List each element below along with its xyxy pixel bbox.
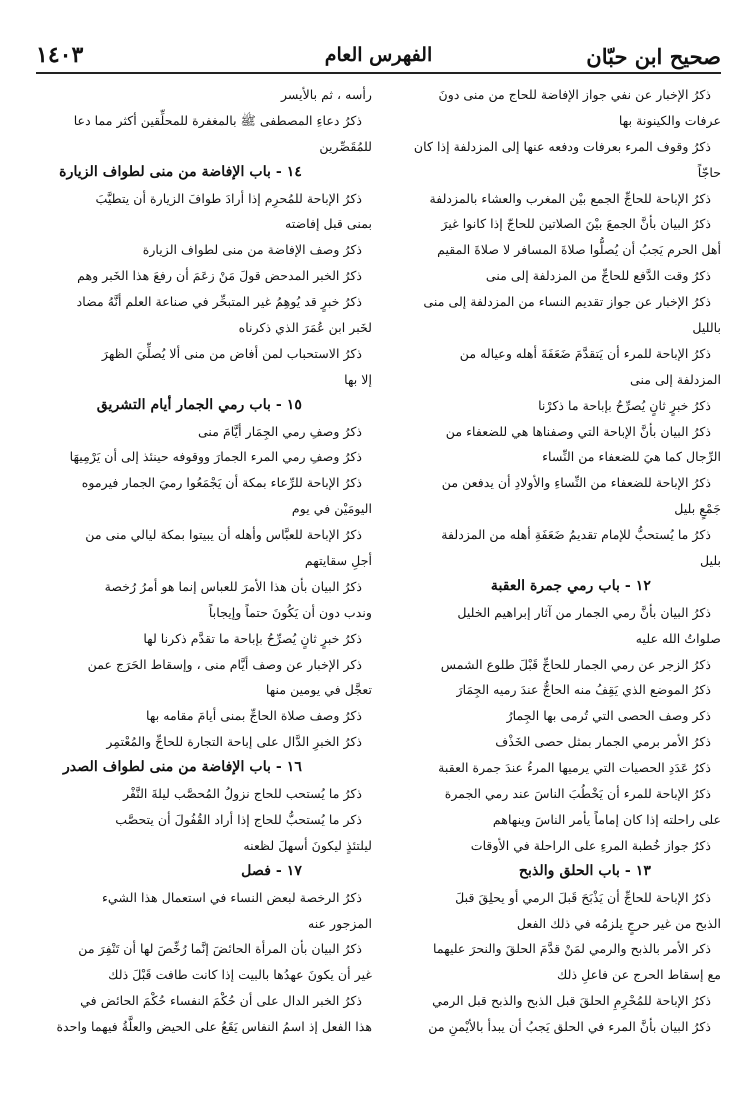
index-entry-line: [385, 703, 721, 729]
entry-text: حاجّاً: [697, 164, 721, 180]
entry-text: ١٦ - باب الإفاضة من منى لطواف الصدر: [62, 759, 302, 776]
entry-text: ذكرُ الخبر الدال على أن حُكْمَ النفساء حُكْمَ الحائض في: [80, 993, 362, 1009]
entry-text: هذا الفعل إذ اسمُ النفاس يَقَعُ على الحيض والعلَّةُ فيهما واحدة: [56, 1019, 372, 1035]
index-entry-line: [385, 988, 721, 1014]
entry-text: ذكرُ وقت الدَّفع للحاجِّ من المزدلفة إلى منى: [485, 268, 711, 284]
chapter-heading: [36, 755, 372, 781]
index-entry-line: [36, 626, 372, 652]
entry-text: إلا بها: [344, 371, 372, 387]
index-entry-line: [36, 781, 372, 807]
entry-text: ١٣ - باب الحلق والذبح: [518, 862, 651, 879]
entry-text: ذكرُ الإباحة للمرء أن يَتقدَّمَ ضَعَفَةَ أهله وعياله من: [459, 345, 711, 361]
index-entry-line: [385, 237, 721, 263]
entry-text: على راحلته إذا كان إماماً يأمر الناسَ وينهاهم: [492, 811, 721, 827]
index-entry-line: [36, 496, 372, 522]
index-entry-line: [385, 134, 721, 160]
index-entry-line: [385, 315, 721, 341]
index-entry-line: [385, 885, 721, 911]
header-rule: [36, 72, 721, 74]
index-entry-line: [385, 626, 721, 652]
entry-text: ذكرُ الإباحة للمرء أن يَخْطُبَ الناسَ عند رمي الجمرة: [444, 786, 711, 802]
book-title: صحيح ابن حبّان: [586, 44, 721, 69]
entry-text: جَمْعٍ بليل: [674, 501, 721, 517]
entry-text: ذكرُ الإباحة للمُحْرِمِ الحلقَ قبل الذبح والذبح قبل الرمي: [432, 993, 711, 1009]
index-entry-line: [36, 1014, 372, 1040]
entry-text: ذكرُ الموضع الذي يَقِفُ منه الحاجُّ عندَ رميه الجِمَارَ: [456, 682, 711, 698]
entry-text: الذبح من غير حرجٍ يلزمُه في ذلك الفعل: [516, 915, 721, 931]
index-entry-line: [385, 496, 721, 522]
entry-text: ذكرُ خبرٍ ثانٍ يُصرِّحُ بإباحة ما ذكرْنا: [538, 397, 711, 413]
index-entry-line: [385, 263, 721, 289]
index-entry-line: [385, 911, 721, 937]
entry-text: بالليل: [692, 320, 721, 336]
index-entry-line: [385, 82, 721, 108]
chapter-heading: [385, 859, 721, 885]
entry-text: ذكرُ خبرٍ ثانٍ يُصرِّحُ بإباحة ما تقدَّم ذكرنا لها: [143, 630, 362, 646]
entry-text: للمُقَصِّرين: [319, 138, 372, 154]
entry-text: ذكرُ الزجر عن رمي الجمار للحاجِّ قَبْلَ طلوع الشمس: [440, 656, 711, 672]
index-entry-line: [36, 833, 372, 859]
entry-text: ذكرُ الإخبار عن نفي جواز الإفاضة للحاج من منى دونَ: [438, 87, 711, 102]
index-entry-line: [36, 807, 372, 833]
entry-text: رأسه ، ثم بالأيسر: [280, 87, 372, 102]
entry-text: ذكرُ البيان بأنَّ رمي الجمار من آثار إبراهيم الخليل: [457, 604, 711, 620]
entry-text: ذكر وصف الحصى التي تُرمى بها الجِمارُ: [506, 708, 711, 724]
index-entry-line: [385, 522, 721, 548]
entry-text: ذكرُ الرخصة لبعض النساء في استعمال هذا الشيء: [101, 889, 362, 905]
entry-text: ذكر ما يُستحبُّ للحاج إذا أراد القُفُولَ أن يتحصَّب: [115, 811, 362, 827]
entry-text: صلواتُ الله عليه: [635, 630, 721, 646]
entry-text: ذكرُ خبرٍ قد يُوهِمُ غير المتبحِّر في صناعة العلم أنَّهُ مضاد: [76, 294, 362, 310]
index-entry-line: [385, 160, 721, 186]
index-entry-line: [36, 522, 372, 548]
entry-text: عرفات والكينونة بها: [618, 112, 721, 128]
entry-text: وندب دون أن يَكُونَ حتماً وإيجاباً: [208, 604, 372, 620]
index-entry-line: [36, 289, 372, 315]
index-entry-line: [385, 962, 721, 988]
entry-text: ذكرُ عَدَدِ الحصيات التي يرميها المرءُ عندَ جمرة العقبة: [438, 760, 711, 776]
index-entry-line: [385, 781, 721, 807]
index-entry-line: [36, 911, 372, 937]
index-entry-line: [36, 108, 372, 134]
entry-text: ذكرُ وقوف المرء بعرفات ودفعه عنها إلى المزدلفة إذا كان: [413, 138, 711, 154]
index-entry-line: [36, 82, 372, 108]
entry-text: المزجور عنه: [307, 915, 372, 931]
entry-text: تعجَّل في يومين منها: [265, 682, 372, 698]
index-entry-line: [385, 652, 721, 678]
index-entry-line: [36, 470, 372, 496]
entry-text: ليلتئذٍ ليكونَ أسهلَ لظعنه: [243, 837, 372, 853]
entry-text: بليل: [699, 553, 721, 569]
index-entry-line: [385, 341, 721, 367]
index-entry-line: [36, 962, 372, 988]
entry-text: غير أن يكونَ عهدُها بالبيت إذا كانت طافت قَبْلَ ذلك: [108, 967, 372, 983]
index-entry-line: [385, 211, 721, 237]
entry-text: ذكرُ البيان بأنَّ الجمعَ بيْنَ الصلاتين للحاجّ إذا كانوا غيرَ: [441, 216, 711, 232]
entry-text: بمنى قبل إفاضته: [284, 216, 372, 232]
index-entry-line: [385, 393, 721, 419]
entry-text: أهل الحرم يَجبُ أن يُصلُّوا صلاةَ المسافر لا صلاةَ المقيم: [437, 242, 721, 258]
index-entry-line: [36, 367, 372, 393]
index-entry-line: [385, 367, 721, 393]
entry-text: ذكر الأمر بالذبح والرمي لمَنْ قدَّمَ الحلقَ والنحرَ عليهما: [433, 941, 711, 957]
index-entry-line: [385, 548, 721, 574]
index-entry-line: [36, 341, 372, 367]
entry-text: ذكرُ الإباحة للضعفاء من النِّساءِ والأولادِ أن يدفعن من: [441, 475, 711, 491]
entry-text: ذكرُ وصف صلاة الحاجِّ بمنى أيامَ مقامه بها: [146, 708, 362, 724]
index-entry-line: [36, 885, 372, 911]
index-column-right: [385, 82, 721, 1092]
entry-text: ذكرُ البيان بأنَّ المرء في الحلق يَجبُ أن يبدأ بالأيْمنِ من: [428, 1019, 711, 1035]
entry-text: ذكرُ الإباحة للحاجِّ أن يَذْبَحَ قَبلَ الرمي أو يحلِقَ قبلَ: [455, 889, 711, 905]
entry-text: أجلِ سقايتهم: [304, 553, 372, 569]
index-entry-line: [36, 548, 372, 574]
index-entry-line: [385, 600, 721, 626]
index-entry-line: [385, 936, 721, 962]
index-entry-line: [36, 988, 372, 1014]
entry-text: ١٤ - باب الإفاضة من منى لطواف الزيارة: [59, 163, 302, 180]
entry-text: لخَبر ابن عُمَرَ الذي ذكرناه: [238, 320, 372, 336]
entry-text: ذكرُ البيان بأن المرأة الحائضَ إنَّما رُخِّصَ لها أن تَنْفِرَ من: [78, 941, 362, 957]
index-entry-line: [385, 755, 721, 781]
index-entry-line: [36, 729, 372, 755]
index-entry-line: [385, 807, 721, 833]
index-entry-line: [36, 703, 372, 729]
index-entry-line: [36, 444, 372, 470]
chapter-heading: [36, 859, 372, 885]
entry-text: ذكرُ الأمر برمي الجمار بمثل حصى الخَذْف: [495, 734, 711, 750]
entry-text: ذكرُ الإباحة للرِّعاء بمكة أن يَجْمَعُوا رميَ الجمار فيرموه: [81, 475, 362, 491]
index-entry-line: [36, 211, 372, 237]
index-entry-line: [385, 677, 721, 703]
index-entry-line: [385, 833, 721, 859]
entry-text: ذكرُ الإباحة للمُحرِم إذا أرادَ طوافَ الزيارة أن يتطيَّبَ: [95, 190, 362, 206]
index-entry-line: [385, 108, 721, 134]
entry-text: ذكرُ ما يُستحب للحاج نزولُ المُحصَّب ليلةَ النَّفْر: [122, 786, 362, 802]
index-entry-line: [385, 729, 721, 755]
entry-text: ذكرُ البيان بأنَّ الإباحة التي وصفناها هي للضعفاء من: [445, 423, 711, 439]
entry-text: ١٥ - باب رمي الجمار أيام التشريق: [96, 396, 302, 413]
index-entry-line: [36, 652, 372, 678]
entry-text: ذكرُ ما يُستحبُّ للإمام تقديمُ ضَعَفَةِ أهله من المزدلفة: [441, 527, 711, 543]
index-entry-line: [385, 419, 721, 445]
entry-text: مع إسقاط الحرج عن فاعلِ ذلك: [557, 967, 721, 983]
entry-text: الرِّجال كما هيَ للضعفاء من النِّساء: [542, 449, 721, 465]
section-title: الفهرس العام: [324, 44, 433, 66]
index-entry-line: [36, 574, 372, 600]
entry-text: المزدلفة إلى منى: [629, 371, 721, 387]
entry-text: ذكرُ دعاءِ المصطفى ﷺ بالمغفرة للمحلِّقين أكثر مما دعا: [73, 112, 362, 128]
chapter-heading: [36, 393, 372, 419]
page-number: ١٤٠٣: [36, 42, 84, 68]
entry-text: ذكرُ الإخبار عن جواز تقديم النساء من المزدلفة إلى منى: [423, 294, 711, 310]
entry-text: ذكرُ الخبرِ الدَّال على إباحة التجارة للحاجِّ والمُعْتمِر: [106, 734, 362, 750]
entry-text: ذكرُ جواز خُطبة المرءِ على الراحلة في الأوقات: [470, 837, 711, 853]
entry-text: ذكرُ الإباحة للحاجِّ الجمع بيْن المغرب والعشاء بالمزدلفة: [429, 190, 711, 206]
entry-text: ذكرُ وصفِ رمي المرء الجمارَ ووقوفه حينئذ إلى أن يَرْمِيهَا: [69, 449, 362, 465]
index-entry-line: [36, 315, 372, 341]
chapter-heading: [385, 574, 721, 600]
entry-text: ١٢ - باب رمي جمرة العقبة: [490, 577, 651, 594]
index-entry-line: [36, 600, 372, 626]
entry-text: ذكرُ الإباحة للعبَّاس وأهله أن يبيتوا بمكة ليالي منى من: [85, 527, 362, 543]
entry-text: ذكرُ البيان بأن هذا الأمرَ للعباس إنما هو أمرُ رُخصة: [104, 578, 362, 594]
entry-text: ذكرُ الخبر المدحض قولَ مَنْ زعَمَ أن رفعَ هذا الخَبر وهم: [77, 268, 362, 284]
index-entry-line: [36, 677, 372, 703]
index-entry-line: [385, 186, 721, 212]
entry-text: ذكرُ الاستحباب لمن أفاض من منى ألا يُصلِّيَ الظهرَ: [101, 345, 362, 361]
entry-text: اليومَيْن في يوم: [291, 501, 372, 517]
index-entry-line: [36, 419, 372, 445]
entry-text: ١٧ - فصل: [241, 862, 302, 879]
index-entry-line: [385, 1014, 721, 1040]
entry-text: ذكرُ وصف الإفاضة من منى لطواف الزيارة: [142, 242, 362, 258]
index-entry-line: [385, 470, 721, 496]
index-entry-line: [36, 263, 372, 289]
index-entry-line: [385, 444, 721, 470]
entry-text: ذكرُ وصفِ رمي الجِمَار أيَّامَ منى: [197, 423, 362, 439]
index-entry-line: [385, 289, 721, 315]
index-entry-line: [36, 237, 372, 263]
index-column-left: [36, 82, 372, 1092]
index-entry-line: [36, 186, 372, 212]
entry-text: ذكر الإخبار عن وصف أيَّام منى ، وإسقاط الحَرَج عمن: [87, 656, 362, 672]
index-entry-line: [36, 134, 372, 160]
chapter-heading: [36, 160, 372, 186]
index-entry-line: [36, 936, 372, 962]
